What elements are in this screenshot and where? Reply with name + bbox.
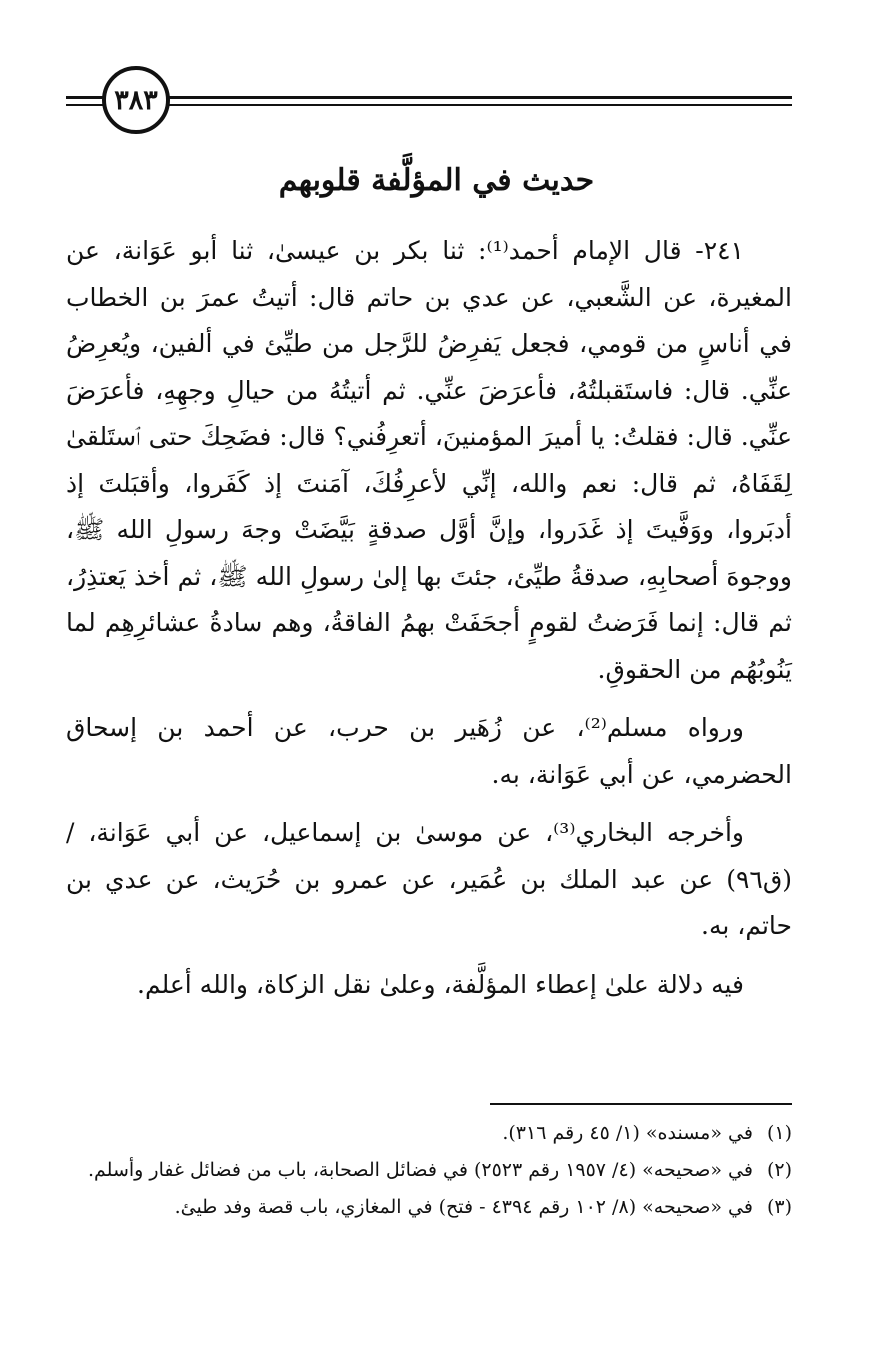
footnote-rule <box>490 1103 792 1105</box>
muslim-paragraph: ورواه مسلم⁽²⁾، عن زُهَير بن حرب، عن أحمد بن إسحاق الحضرمي، عن أبي عَوَانة، به. <box>66 713 792 789</box>
conclusion-paragraph: فيه دلالة علىٰ إعطاء المؤلَّفة، وعلىٰ نقل الزكاة، والله أعلم. <box>137 969 744 999</box>
footnote-text: في «صحيحه» (٨/ ١٠٢ رقم ٤٣٩٤ - فتح) في المغازي، باب قصة وفد طيئ. <box>174 1196 753 1218</box>
header-rule <box>66 96 792 99</box>
footnote <box>66 1192 792 1223</box>
footnote-text: في «مسنده» (١/ ٤٥ رقم ٣١٦). <box>502 1122 753 1144</box>
page-number: ٣٨٣ <box>102 66 170 134</box>
main-text <box>66 228 792 1020</box>
footnote-text: في «صحيحه» (٤/ ١٩٥٧ رقم ٢٥٢٣) في فضائل الصحابة، باب من فضائل غفار وأسلم. <box>88 1159 753 1181</box>
page-header <box>66 66 792 138</box>
footnotes <box>66 1118 792 1229</box>
header-rule-thin <box>66 104 792 106</box>
footnote-number: (٣) <box>766 1196 792 1218</box>
footnote <box>66 1118 792 1149</box>
footnote-number: (٢) <box>766 1159 792 1181</box>
footnote <box>66 1155 792 1186</box>
section-title: حديث في المؤلَّفة قلوبهم <box>278 163 595 198</box>
footnote-number: (١) <box>766 1122 792 1144</box>
bukhari-paragraph: وأخرجه البخاري⁽³⁾، عن موسىٰ بن إسماعيل، عن أبي عَوَانة، / (ق٩٦) عن عبد الملك بن عُمَير، عن عمرو بن حُرَيث، عن عدي بن حاتم، به. <box>66 818 792 940</box>
hadith-paragraph: ٢٤١- قال الإمام أحمد⁽¹⁾: ثنا بكر بن عيسىٰ، ثنا أبو عَوَانة، عن المغيرة، عن الشَّعبي، عن عدي بن حاتم قال: أتيتُ عمرَ بن الخطاب في أناسٍ من قومي، فجعل يَفرِضُ للرَّجل من طيِّئ في ألفين، ويُعرِضُ عنِّي. قال: فاستَقبلتُهُ، فأعرَضَ عنِّي. ثم أتيتُهُ من حيالِ وجهِهِ، فأعرَضَ عنِّي. قال: فقلتُ: يا أميرَ المؤمنينَ، أتعرِفُني؟ قال: فضَحِكَ حتى ٱستَلقىٰ لِقَفَاهُ، ثم قال: نعم والله، إنِّي لأعرِفُكَ، آمَنتَ إذ كَفَروا، وأقبَلتَ إذ أدبَروا، ووَفَّيتَ إذ غَدَروا، وإنَّ أوَّل صدقةٍ بَيَّضَتْ وجهَ رسولِ الله ﷺ، ووجوهَ أصحابِهِ، صدقةُ طيِّئ، جئتَ بها إلىٰ رسولِ الله ﷺ، ثم أخذ يَعتذِرُ، ثم قال: إنما فَرَضتُ لقومٍ أجحَفَتْ بهمُ الفاقةُ، وهم سادةُ عشائرِهِم لما يَنُوبُهُم من الحقوقِ. <box>66 236 792 684</box>
